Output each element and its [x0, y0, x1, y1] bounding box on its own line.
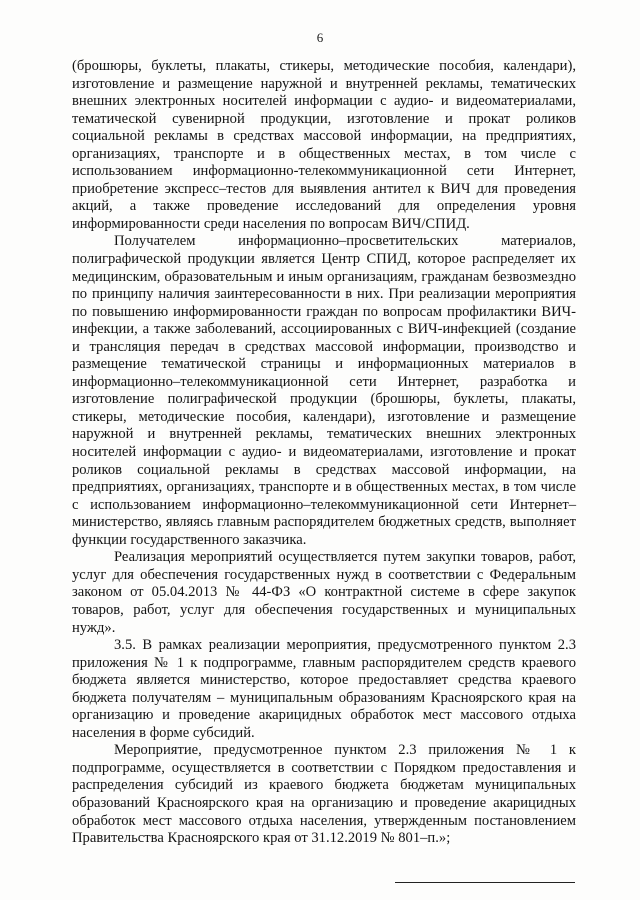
paragraph-continuation: (брошюры, буклеты, плакаты, стикеры, методические пособия, календари), изготовление и размещение наружной и внутренней рекламы, тематических внешних электронных носителей информации с аудио- и видеоматериалами, тематической сувенирной продукции, изготовление и прокат роликов социальной рекламы в средствах массовой информации, на предприятиях, организациях, транспорте и в общественных местах, в том числе с использованием информационно-телекоммуникационной сети Интернет, приобретение экспресс–тестов для выявления антител к ВИЧ для проведения акций, а также проведение исследований для определения уровня информированности среди населения по вопросам ВИЧ/СПИД.	[72, 58, 576, 232]
page-number: 6	[316, 30, 324, 45]
paragraph-recipient: Получателем информационно–просветительских материалов, полиграфической продукции является Центр СПИД, которое распределяет их медицинским, образовательным и иным организациям, гражданам безвозмездно по принципу наличия заинтересованности в них. При реализации мероприятия по повышению информированности граждан по вопросам профилактики ВИЧ-инфекции, а также заболеваний, ассоциированных с ВИЧ-инфекцией (создание и трансляция передач в средствах массовой информации, производство и размещение тематической страницы и информационных материалов в информационно–телекоммуникационной сети Интернет, разработка и изготовление полиграфической продукции (брошюры, буклеты, плакаты, стикеры, методические пособия, календари), изготовление и размещение наружной и внутренней рекламы, тематических внешних электронных носителей информации с аудио- и видеоматериалами, изготовление и прокат роликов социальной рекламы в средствах массовой информации, на предприятиях, организациях, транспорте и в общественных местах, в том числе с использованием информационно–телекоммуникационной сети Интернет–министерство, являясь главным распорядителем бюджетных средств, выполняет функции государственного заказчика.	[72, 233, 576, 548]
footer-divider-line	[395, 882, 575, 883]
paragraph-procurement: Реализация мероприятий осуществляется путем закупки товаров, работ, услуг для обеспечения государственных нужд в соответствии с Федеральным законом от 05.04.2013 № 44-ФЗ «О контрактной системе в сфере закупок товаров, работ, услуг для обеспечения государственных и муниципальных нужд».	[72, 549, 576, 636]
paragraph-section-3-5: 3.5. В рамках реализации мероприятия, предусмотренного пунктом 2.3 приложения № 1 к подпрограмме, главным распорядителем средств краевого бюджета является министерство, которое предоставляет средства краевого бюджета получателям – муниципальным образованиям Красноярского края на организацию и проведение акарицидных обработок мест массового отдыха населения в форме субсидий.	[72, 637, 576, 741]
document-body	[72, 58, 576, 848]
paragraph-subsidy-procedure: Мероприятие, предусмотренное пунктом 2.3 приложения № 1 к подпрограмме, осуществляется в соответствии с Порядком предоставления и распределения субсидий из краевого бюджета бюджетам муниципальных образований Красноярского края на организацию и проведение акарицидных обработок мест массового отдыха населения, утвержденным постановлением Правительства Красноярского края от 31.12.2019 № 801–п.»;	[72, 742, 576, 847]
